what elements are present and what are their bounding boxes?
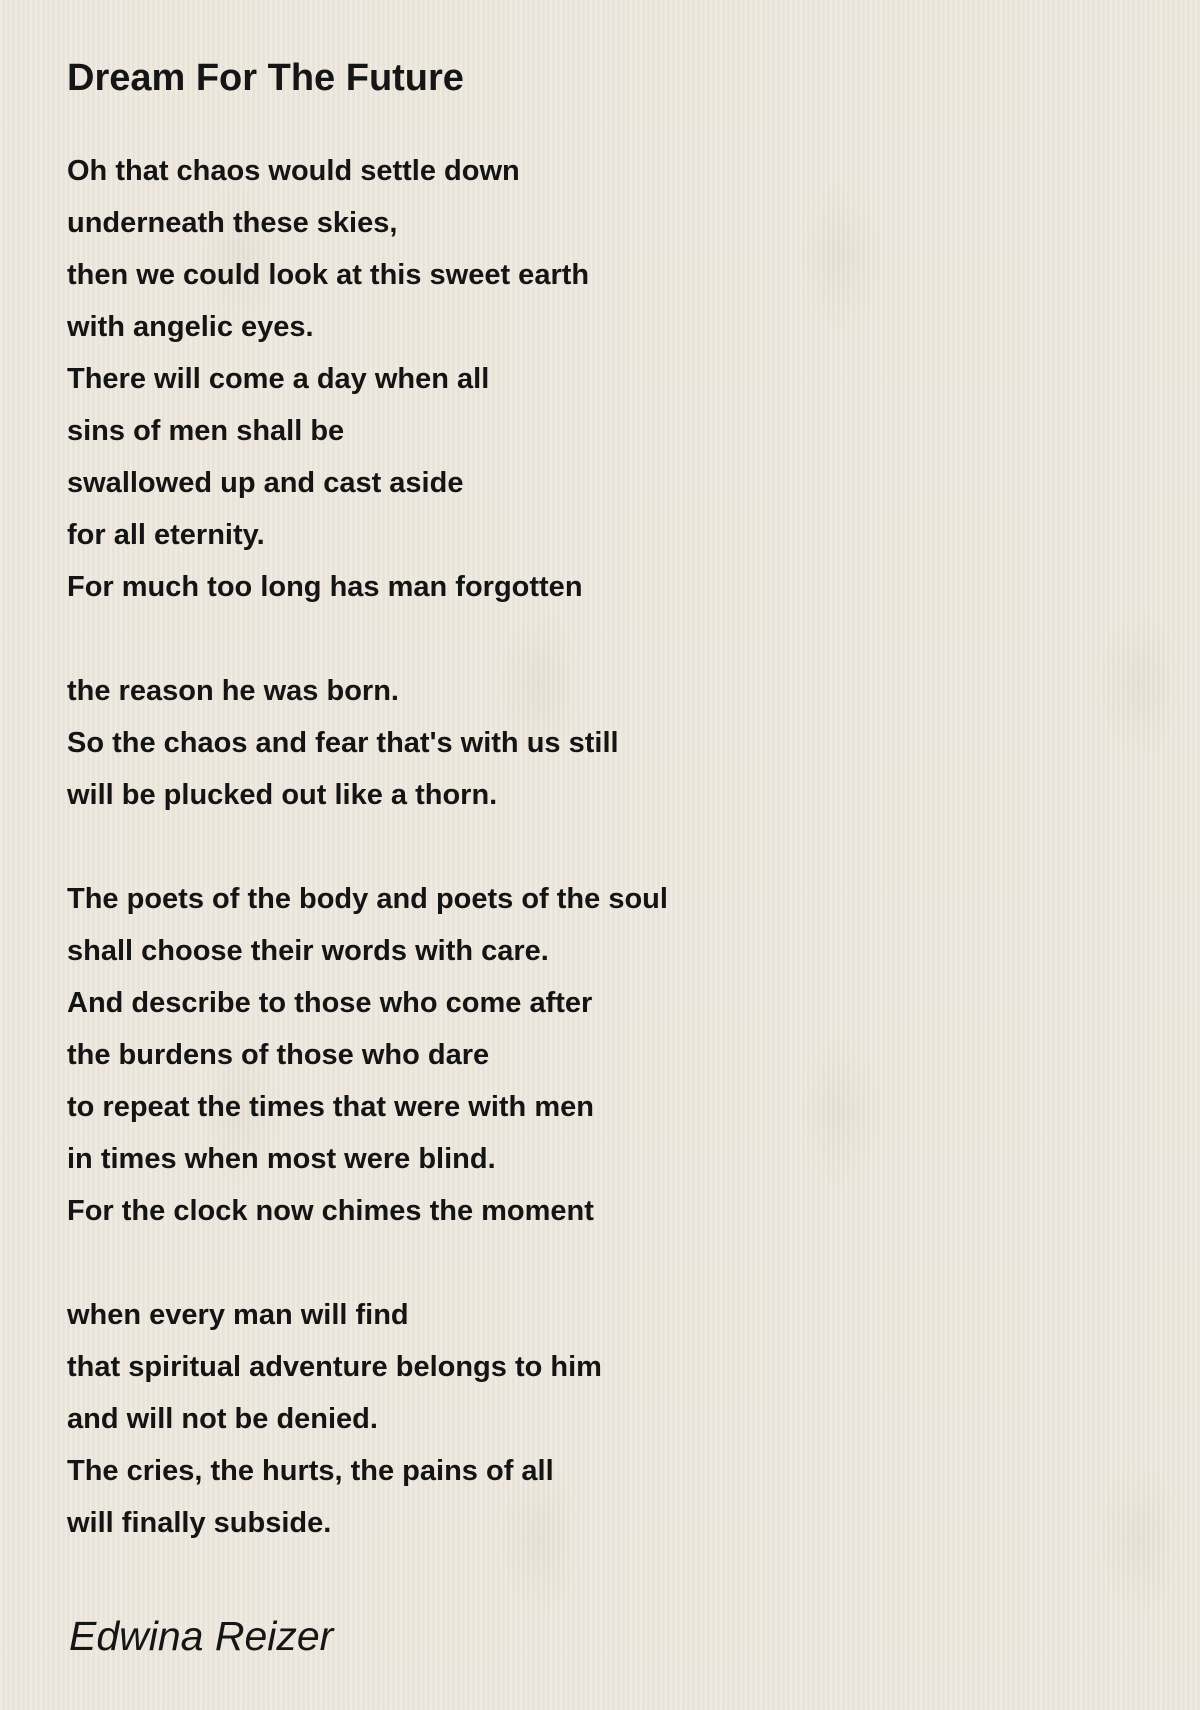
poem-line: The poets of the body and poets of the soul [67,883,668,915]
poem-line: and will not be denied. [67,1403,378,1435]
poem-line: Oh that chaos would settle down [67,155,520,187]
poem-line: in times when most were blind. [67,1143,496,1175]
stanza-4 [67,1289,1147,1549]
poem-line: For the clock now chimes the moment [67,1195,594,1227]
poem-line: The cries, the hurts, the pains of all [67,1455,554,1487]
poem-line: shall choose their words with care. [67,935,549,967]
poem-page [67,48,1147,1549]
poem-line: For much too long has man forgotten [67,571,583,603]
poem-line: then we could look at this sweet earth [67,259,590,291]
poem-body [67,145,1147,1549]
stanza-2 [67,665,1147,821]
stanza-1 [67,145,1147,613]
poem-line: will finally subside. [67,1507,332,1539]
poem-line: that spiritual adventure belongs to him [67,1351,602,1383]
poem-line: when every man will find [67,1299,409,1331]
poem-line: There will come a day when all [67,363,490,395]
poem-line: will be plucked out like a thorn. [67,779,498,811]
poem-line: the reason he was born. [67,675,399,707]
poem-line: the burdens of those who dare [67,1039,490,1071]
stanza-divider [67,821,1147,873]
poem-title: Dream For The Future [67,57,464,99]
poem-line: underneath these skies, [67,207,398,239]
poem-line: swallowed up and cast aside [67,467,464,499]
poem-line: So the chaos and fear that's with us still [67,727,619,759]
stanza-3 [67,873,1147,1237]
poem-line: for all eternity. [67,519,265,551]
poem-line: with angelic eyes. [67,311,314,343]
stanza-divider [67,1237,1147,1289]
stanza-divider [67,613,1147,665]
poem-line: sins of men shall be [67,415,345,447]
poem-line: And describe to those who come after [67,987,593,1019]
poem-author: Edwina Reizer [69,1613,334,1659]
poem-line: to repeat the times that were with men [67,1091,594,1123]
